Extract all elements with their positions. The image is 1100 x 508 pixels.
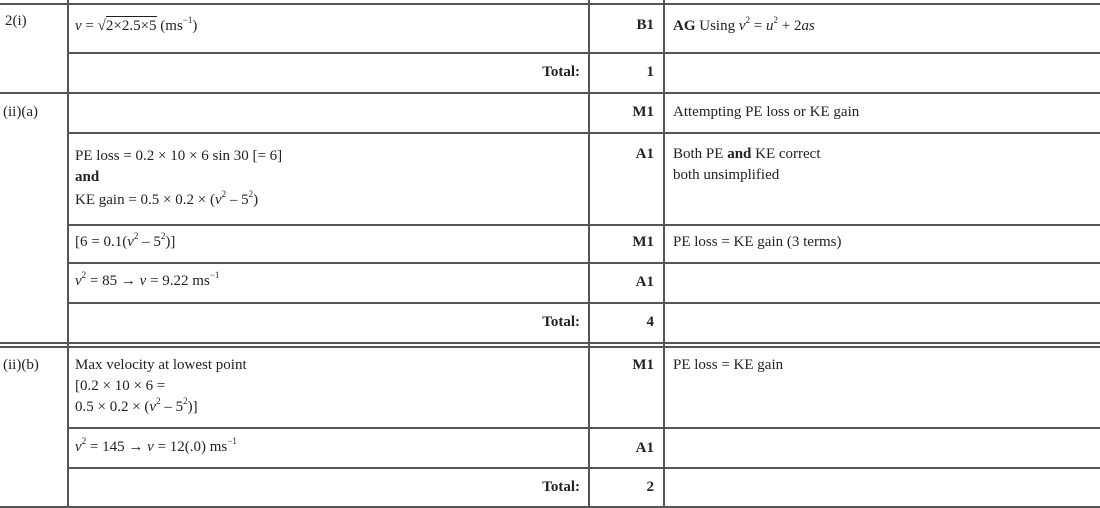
answer-text: PE loss = 0.2 × 10 × 6 sin 30 [= 6] [75, 148, 283, 164]
answer-text: $0.5 \times 0.2 \times (v^2 - 5^2)$] [75, 396, 198, 415]
total-label: Total: [542, 479, 580, 495]
guidance-text: Both PE and KE correct [673, 146, 821, 162]
total-value: 4 [646, 314, 654, 330]
total-label: Total: [542, 314, 580, 330]
mark-code: B1 [636, 17, 654, 33]
table-rule [0, 506, 1100, 508]
answer-text: $v^2 = 145 \to v = 12(.0)$ $ms^{-1}$ [75, 436, 237, 455]
total-label: Total: [542, 64, 580, 80]
table-double-rule [0, 342, 1100, 344]
table-rule [67, 262, 1100, 264]
answer-text: Max velocity at lowest point [75, 357, 247, 373]
mark-code: M1 [632, 357, 654, 373]
table-rule [0, 92, 1100, 94]
guidance-text: AG Using $v^2 = u^2 + 2as$ [673, 15, 815, 34]
table-rule [67, 467, 1100, 469]
column-rule [67, 0, 69, 508]
table-rule [67, 427, 1100, 429]
answer-text: v = √2×2.5×5 $(ms^{-1})$ [75, 15, 198, 34]
answer-text: KE gain = $0.5 \times 0.2 \times (v^2 - 5^2)$ [75, 189, 259, 208]
mark-code: M1 [632, 104, 654, 120]
total-value: 2 [646, 479, 654, 495]
table-rule [67, 224, 1100, 226]
table-rule [67, 132, 1100, 134]
total-value: 1 [646, 64, 654, 80]
guidance-text: both unsimplified [673, 167, 780, 183]
table-rule [67, 52, 1100, 54]
guidance-text: Attempting PE loss or KE gain [673, 104, 860, 120]
answer-text: [0.2 × 10 × 6 = [75, 378, 166, 394]
mark-code: A1 [635, 274, 654, 290]
guidance-text: PE loss = KE gain [673, 357, 784, 373]
answer-text: $v^2 = 85 \to v = 9.22$ $ms^{-1}$ [75, 270, 220, 289]
answer-text: $[6 = 0.1(v^2 - 5^2)]$ [75, 231, 176, 250]
question-label: (ii)(a) [3, 104, 38, 120]
table-rule [67, 302, 1100, 304]
question-label: 2(i) [5, 13, 27, 29]
mark-code: M1 [632, 234, 654, 250]
mark-code: A1 [635, 440, 654, 456]
question-label: (ii)(b) [3, 357, 39, 373]
table-double-rule [0, 346, 1100, 348]
answer-text: and [75, 169, 100, 185]
column-rule [663, 0, 665, 508]
mark-code: A1 [635, 146, 654, 162]
table-rule [0, 3, 1100, 5]
guidance-text: PE loss = KE gain (3 terms) [673, 234, 842, 250]
